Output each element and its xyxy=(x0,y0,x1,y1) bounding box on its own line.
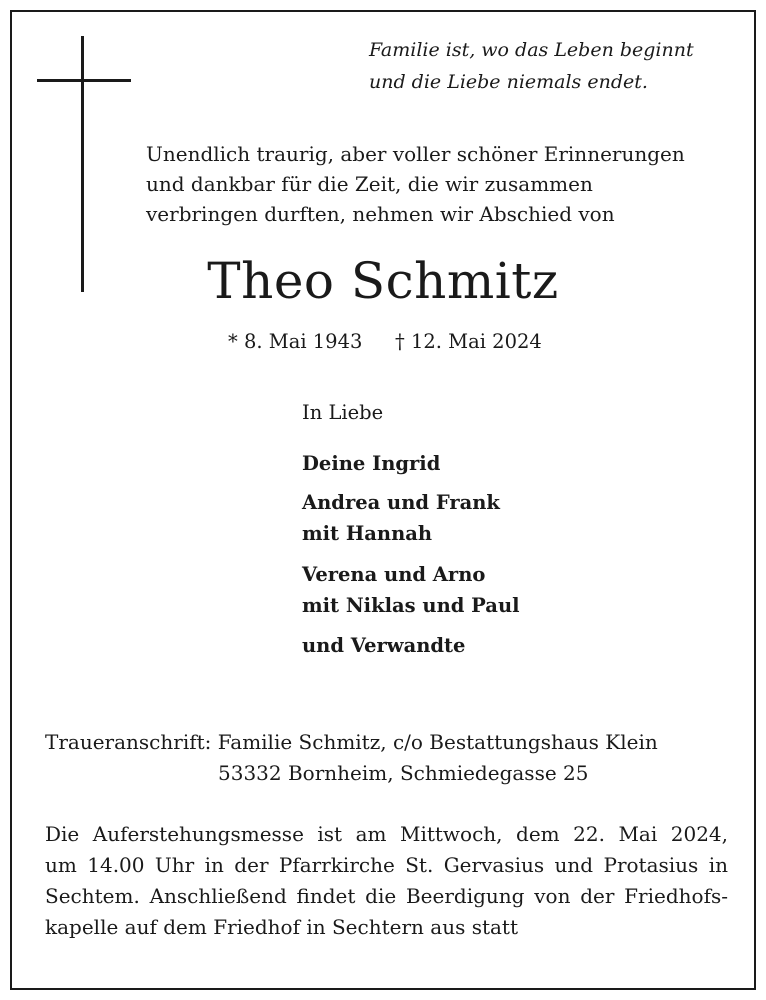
motto-line-2: und die Liebe niemals endet. xyxy=(369,71,648,93)
service-details xyxy=(45,819,728,943)
mourner-line: Andrea und Frank xyxy=(302,491,500,514)
death-date: † 12. Mai 2024 xyxy=(395,330,542,353)
mourner-line: mit Niklas und Paul xyxy=(302,594,520,617)
intro-line-1: Unendlich traurig, aber voller schöner Erinnerungen xyxy=(146,142,685,166)
mourners-lead: In Liebe xyxy=(302,401,384,424)
motto-line-1: Familie ist, wo das Leben beginnt xyxy=(369,39,694,61)
service-line: Sechtem. Anschließend findet die Beerdigung von der Friedhofs- xyxy=(45,884,728,908)
mourner-line: Deine Ingrid xyxy=(302,452,441,475)
deceased-name: Theo Schmitz xyxy=(207,252,559,310)
intro-line-3: verbringen durften, nehmen wir Abschied von xyxy=(146,202,615,226)
cross-horizontal-bar xyxy=(37,79,131,82)
service-line: Die Auferstehungsmesse ist am Mittwoch, dem 22. Mai 2024, xyxy=(45,822,728,846)
intro-text xyxy=(146,139,685,229)
mourner-line: mit Hannah xyxy=(302,522,433,545)
mourning-address-line-1: Traueranschrift: Familie Schmitz, c/o Bestattungshaus Klein xyxy=(45,730,658,754)
mourner-line: und Verwandte xyxy=(302,634,466,657)
birth-date: * 8. Mai 1943 xyxy=(228,330,363,353)
motto xyxy=(369,34,694,98)
service-line: kapelle auf dem Friedhof in Sechtern aus statt xyxy=(45,915,518,939)
service-line: um 14.00 Uhr in der Pfarrkirche St. Gervasius und Protasius in xyxy=(45,853,728,877)
intro-line-2: und dankbar für die Zeit, die wir zusammen xyxy=(146,172,593,196)
mourning-address-line-2: 53332 Bornheim, Schmiedegasse 25 xyxy=(218,761,589,785)
mourner-line: Verena und Arno xyxy=(302,563,486,586)
